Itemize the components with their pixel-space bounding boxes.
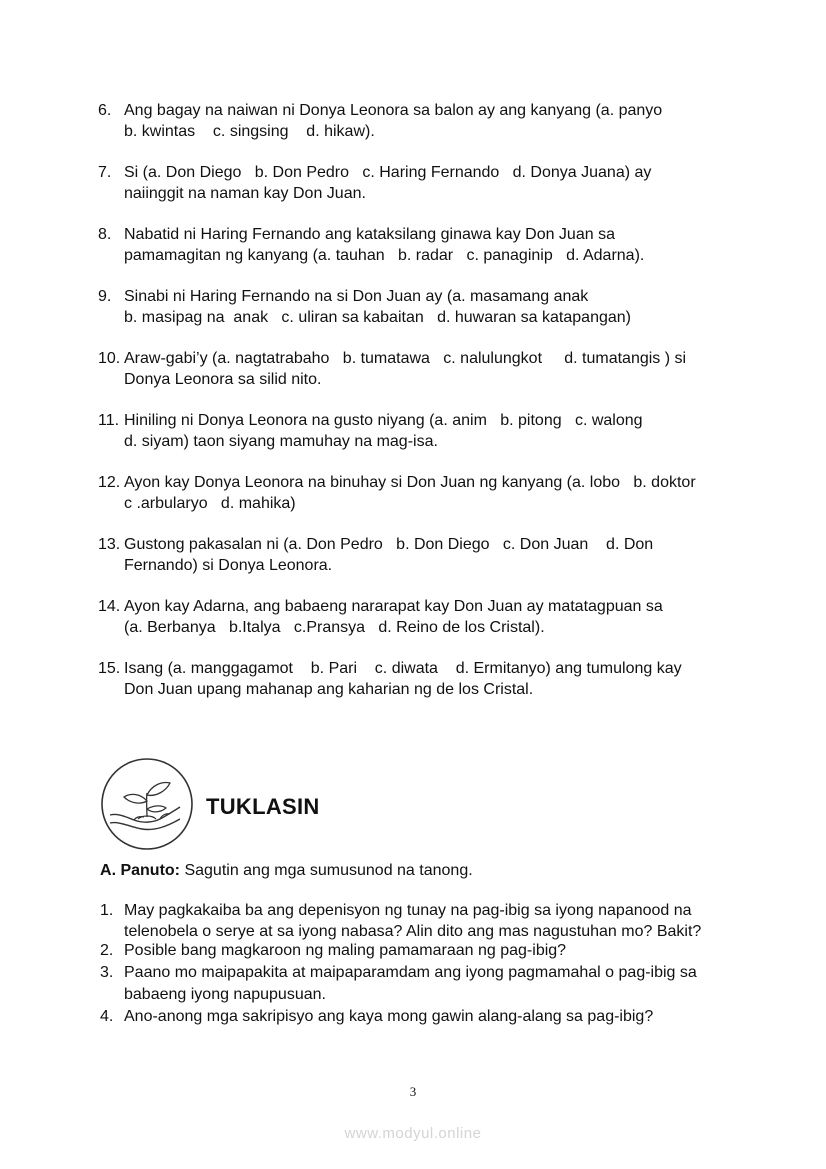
- item-number: 2.: [100, 942, 114, 959]
- item-number: 14.: [98, 598, 121, 615]
- item-number: 13.: [98, 536, 121, 553]
- instruction-text: Sagutin ang mga sumusunod na tanong.: [180, 862, 473, 879]
- item-text: Gustong pakasalan ni (a. Don Pedro b. Don Diego c. Don Juan d. Don Fernando) si Donya Leonora.: [124, 536, 654, 574]
- item-text: Nabatid ni Haring Fernando ang kataksilang ginawa kay Don Juan sa pamamagitan ng kanyang (a. tauhan b. radar c. panaginip d. Adarna).: [124, 226, 645, 264]
- watermark: www.modyul.online: [344, 1125, 482, 1142]
- item-number: 6.: [98, 102, 112, 119]
- item-text: Araw-gabi’y (a. nagtatrabaho b. tumatawa c. nalulungkot d. tumatangis ) si Donya Leonora sa silid nito.: [124, 350, 687, 388]
- tuklasin-question-3: [100, 962, 740, 1006]
- quiz-item-11: [98, 410, 738, 452]
- section-title: TUKLASIN: [206, 794, 320, 819]
- item-number: 7.: [98, 164, 112, 181]
- item-number: 8.: [98, 226, 112, 243]
- item-number: 9.: [98, 288, 112, 305]
- item-text: Ayon kay Adarna, ang babaeng nararapat kay Don Juan ay matatagpuan sa (a. Berbanya b.Italya c.Pransya d. Reino de los Cristal).: [124, 598, 663, 636]
- instruction: [100, 860, 473, 881]
- item-text: Si (a. Don Diego b. Don Pedro c. Haring Fernando d. Donya Juana) ay naiinggit na naman kay Don Juan.: [124, 164, 652, 202]
- quiz-item-14: [98, 596, 738, 638]
- page-number: 3: [409, 1084, 417, 1099]
- item-number: 12.: [98, 474, 121, 491]
- instruction-letter: A: [100, 862, 112, 879]
- item-text: Sinabi ni Haring Fernando na si Don Juan ay (a. masamang anak b. masipag na anak c. uliran sa kabaitan d. huwaran sa katapangan): [124, 288, 631, 326]
- quiz-item-6: [98, 100, 738, 142]
- item-number: 11.: [98, 412, 120, 429]
- hand-holding-plant-icon: [100, 757, 194, 851]
- quiz-item-10: [98, 348, 738, 390]
- quiz-item-15: [98, 658, 738, 700]
- item-text: Posible bang magkaroon ng maling pamamaraan ng pag-ibig?: [124, 942, 567, 959]
- item-text: Ang bagay na naiwan ni Donya Leonora sa balon ay ang kanyang (a. panyo b. kwintas c. singsing d. hikaw).: [124, 102, 663, 140]
- item-text: Paano mo maipapakita at maipaparamdam ang iyong pagmamahal o pag-ibig sa babaeng iyong napupusuan.: [124, 964, 697, 1003]
- tuklasin-question-1: [100, 900, 740, 942]
- item-text: Isang (a. manggagamot b. Pari c. diwata d. Ermitanyo) ang tumulong kay Don Juan upang mahanap ang kaharian ng de los Cristal.: [124, 660, 682, 698]
- tuklasin-question-4: [100, 1006, 740, 1027]
- quiz-item-9: [98, 286, 738, 328]
- item-number: 4.: [100, 1008, 114, 1025]
- item-number: 10.: [98, 350, 121, 367]
- item-number: 15.: [98, 660, 121, 677]
- item-number: 1.: [100, 902, 114, 919]
- quiz-item-7: [98, 162, 738, 204]
- item-text: May pagkakaiba ba ang depenisyon ng tunay na pag-ibig sa iyong napanood na telenobela o serye at sa iyong nabasa? Alin dito ang mas nagustuhan mo? Bakit?: [124, 902, 702, 940]
- instruction-label: . Panuto:: [111, 862, 180, 879]
- item-number: 3.: [100, 964, 114, 981]
- quiz-item-12: [98, 472, 738, 514]
- item-text: Hiniling ni Donya Leonora na gusto niyang (a. anim b. pitong c. walong d. siyam) taon siyang mamuhay na mag-isa.: [124, 412, 643, 450]
- item-text: Ayon kay Donya Leonora na binuhay si Don Juan ng kanyang (a. lobo b. doktor c .arbularyo d. mahika): [124, 474, 696, 512]
- item-text: Ano-anong mga sakripisyo ang kaya mong gawin alang-alang sa pag-ibig?: [124, 1008, 654, 1025]
- quiz-item-13: [98, 534, 738, 576]
- tuklasin-question-2: [100, 940, 740, 961]
- quiz-item-8: [98, 224, 738, 266]
